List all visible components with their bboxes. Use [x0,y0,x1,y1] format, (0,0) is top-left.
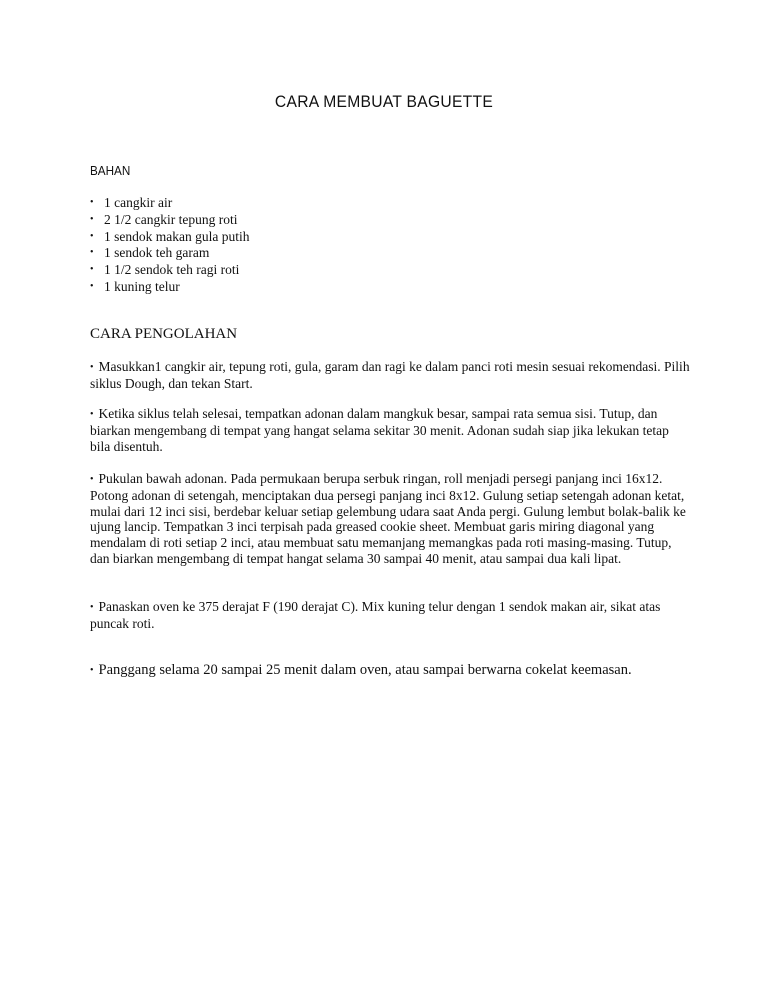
step-paragraph-3 [90,471,690,567]
bullet-icon: • [90,362,94,373]
step-paragraph-2 [90,406,690,454]
list-item [90,279,249,296]
step-paragraph-4 [90,599,690,632]
bullet-icon: • [90,213,94,225]
list-item [90,195,249,212]
bullet-icon: • [90,602,94,613]
bullet-icon: • [90,409,94,420]
ingredient-text: 1 1/2 sendok teh ragi roti [104,262,240,278]
ingredient-list [90,195,249,296]
bullet-icon: • [90,264,94,276]
step-paragraph-1 [90,359,690,392]
list-item [90,245,249,262]
ingredient-text: 1 kuning telur [104,278,180,294]
step-text: Pukulan bawah adonan. Pada permukaan berupa serbuk ringan, roll menjadi persegi panjang inci 16x12. Potong adonan di setengah, menciptakan dua persegi panjang inci 8x12. Gulung setiap setengah adonan ketat, mulai dari 12 inci sisi, berdebar keluar setiap gelembung udara saat Anda pergi. Gulung lembut bolak-balik ke ujung lancip. Tempatkan 3 inci terpisah pada greased cookie sheet. Membuat garis miring diagonal yang mendalam di roti setiap 2 inci, atau membuat satu memanjang memangkas pada roti masing-masing. Tutup, dan biarkan mengembang di tempat hangat selama 30 sampai 40 menit, atau sampai dua kali lipat. [90,471,686,566]
section-heading-bahan: BAHAN [90,163,131,178]
bullet-icon: • [90,197,94,208]
list-item [90,229,249,246]
section-heading-cara-pengolahan: CARA PENGOLAHAN [90,326,238,342]
step-text: Panaskan oven ke 375 derajat F (190 derajat C). Mix kuning telur dengan 1 sendok makan air, sikat atas puncak roti. [90,599,661,631]
step-paragraph-5 [90,663,690,679]
step-text: Panggang selama 20 sampai 25 menit dalam oven, atau sampai berwarna cokelat keemasan. [98,662,632,678]
document-title: CARA MEMBUAT BAGUETTE [274,92,494,111]
bullet-icon: • [90,230,94,242]
step-text: Masukkan1 cangkir air, tepung roti, gula, garam dan ragi ke dalam panci roti mesin sesuai rekomendasi. Pilih siklus Dough, dan tekan Start. [90,359,690,391]
step-text: Ketika siklus telah selesai, tempatkan adonan dalam mangkuk besar, sampai rata semua sisi. Tutup, dan biarkan mengembang di tempat yang hangat selama sekitar 30 menit. Adonan sudah siap jika lekukan tetap bila disentuh. [90,406,669,454]
list-item [90,212,249,229]
bullet-icon: • [90,247,94,259]
ingredient-text: 1 cangkir air [104,195,173,210]
bullet-icon: • [90,474,94,485]
list-item [90,262,249,279]
ingredient-text: 1 sendok makan gula putih [104,228,250,244]
ingredient-text: 2 1/2 cangkir tepung roti [104,211,238,227]
ingredient-text: 1 sendok teh garam [104,245,210,261]
bullet-icon: • [90,280,94,292]
bullet-icon: • [90,665,94,676]
